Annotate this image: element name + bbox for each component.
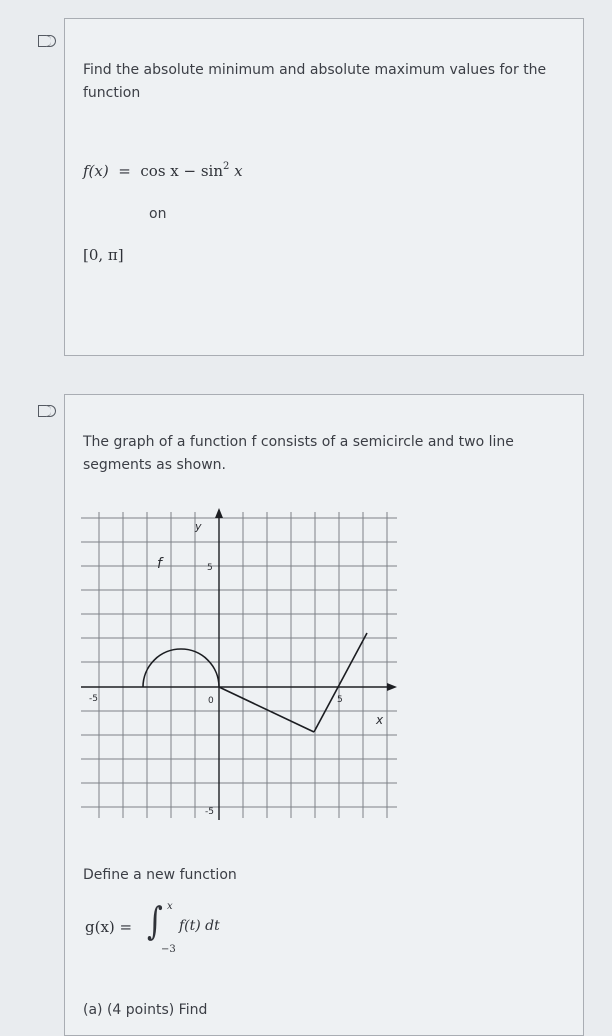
tick-origin: 0 <box>208 696 214 706</box>
y-axis-label: y <box>195 520 202 533</box>
on-label: on <box>149 206 167 222</box>
line-segment-2 <box>314 633 367 732</box>
question-card-1 <box>64 18 584 356</box>
function-graph <box>81 508 399 824</box>
x-axis-label: x <box>376 713 384 727</box>
x-axis-arrow-icon <box>387 683 397 691</box>
g-lhs: g(x) = <box>85 918 133 936</box>
bookmark-flag-icon[interactable] <box>38 35 51 47</box>
tick-x-5: 5 <box>337 695 343 705</box>
function-lhs: f(x) <box>83 162 109 180</box>
function-rhs-a: cos x − sin <box>140 162 224 180</box>
question-2-prompt: The graph of a function f consists of a semicircle and two line segments as shown. <box>83 434 514 473</box>
integral-sign-icon: ∫ <box>146 899 163 943</box>
tick-y-5: 5 <box>207 563 213 573</box>
y-axis-arrow-icon <box>215 508 223 518</box>
f-label: f <box>157 556 162 572</box>
function-expression: $f(x) = \cos x - \sin^2 x$ <box>83 161 243 180</box>
interval: [0, π] <box>83 246 124 264</box>
integral-upper-limit: x <box>167 901 173 912</box>
integrand: f(t) dt <box>179 918 220 934</box>
function-rhs-b: x <box>234 162 243 180</box>
tick-x-neg-5: -5 <box>89 694 98 704</box>
tick-y-neg-5: -5 <box>205 807 214 817</box>
part-a-label: (a) (4 points) Find <box>83 1002 208 1018</box>
function-exponent: 2 <box>223 161 230 172</box>
question-card-2 <box>64 394 584 1036</box>
bookmark-flag-icon[interactable] <box>38 405 51 417</box>
question-1-prompt: Find the absolute minimum and absolute maximum values for the function <box>83 62 547 101</box>
define-function-text: Define a new function <box>83 867 237 883</box>
integral-lower-limit: −3 <box>161 944 176 955</box>
semicircle-segment <box>143 649 219 687</box>
